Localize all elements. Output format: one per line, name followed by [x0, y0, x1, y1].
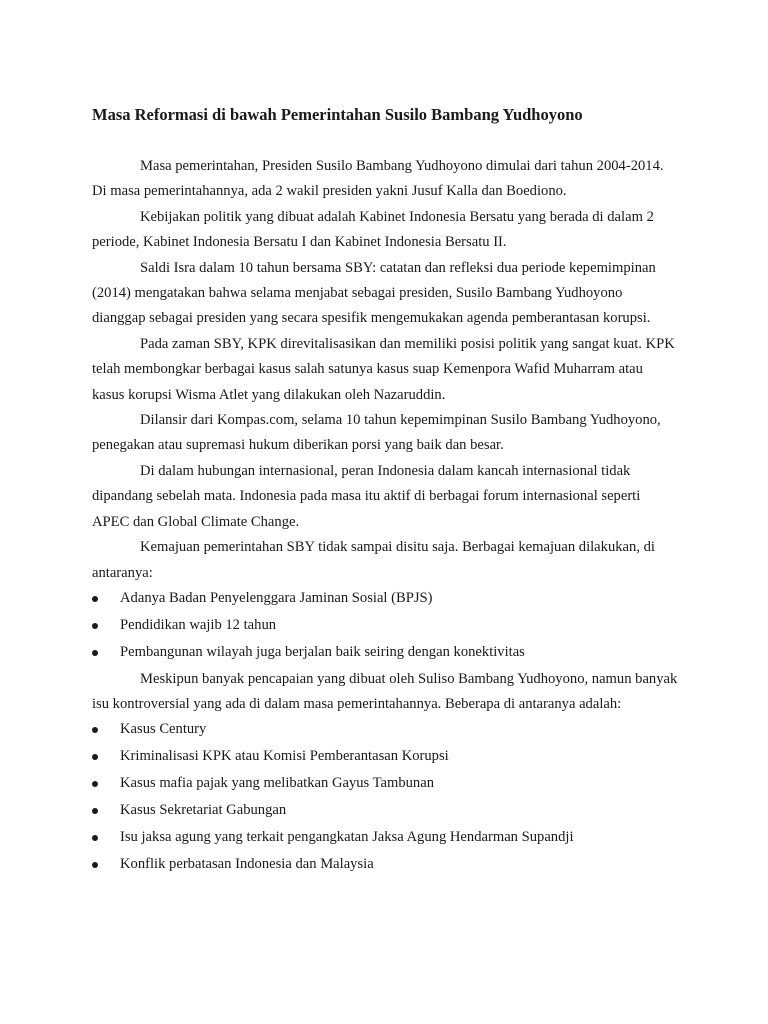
paragraph-controversies-intro: Meskipun banyak pencapaian yang dibuat oleh Suliso Bambang Yudhoyono, namun banyak isu kontroversial yang ada di dalam masa pemerintahannya. Beberapa di antaranya adalah:: [92, 670, 678, 713]
paragraph-presidency-period: Masa pemerintahan, Presiden Susilo Bambang Yudhoyono dimulai dari tahun 2004-2014. Di masa pemerintahannya, ada 2 wakil presiden yakni Jusuf Kalla dan Boediono.: [92, 158, 664, 200]
paragraph-kpk: Pada zaman SBY, KPK direvitalisasikan dan memiliki posisi politik yang sangat kuat. KPK telah membongkar berbagai kasus salah satunya kasus suap Kemenpora Wafid Muharram atau kasus korupsi Wisma Atlet yang dilakukan oleh Nazaruddin.: [92, 335, 675, 403]
bullet-icon: [92, 727, 98, 733]
list-item: [92, 798, 678, 823]
list-item-text: Kasus Sekretariat Gabungan: [120, 802, 287, 819]
paragraph-law-enforcement: Dilansir dari Kompas.com, selama 10 tahun kepemimpinan Susilo Bambang Yudhoyono, penegakan atau supremasi hukum diberikan porsi yang baik dan besar.: [92, 412, 661, 454]
bullet-icon: [92, 754, 98, 760]
list-item-text: Konflik perbatasan Indonesia dan Malaysia: [120, 855, 374, 872]
list-item-text: Kasus Century: [120, 721, 207, 738]
controversies-list: [92, 717, 678, 877]
document-page: [92, 104, 678, 879]
list-item-text: Isu jaksa agung yang terkait pengangkatan Jaksa Agung Hendarman Supandji: [120, 829, 574, 846]
paragraph-achievements-intro: Kemajuan pemerintahan SBY tidak sampai disitu saja. Berbagai kemajuan dilakukan, di antaranya:: [92, 539, 655, 581]
list-item-text: Kasus mafia pajak yang melibatkan Gayus Tambunan: [120, 775, 435, 792]
list-item: [92, 640, 678, 665]
list-item: [92, 771, 678, 796]
list-item: [92, 613, 678, 638]
list-item: [92, 744, 678, 769]
bullet-icon: [92, 835, 98, 841]
list-item-text: Kriminalisasi KPK atau Komisi Pemberantasan Korupsi: [120, 748, 449, 765]
achievements-list: [92, 586, 678, 665]
bullet-icon: [92, 862, 98, 868]
list-item: [92, 852, 678, 877]
list-item: [92, 586, 678, 611]
paragraph-anti-corruption: Saldi Isra dalam 10 tahun bersama SBY: catatan dan refleksi dua periode kepemimpinan (2014) mengatakan bahwa selama menjabat sebagai presiden, Susilo Bambang Yudhoyono dianggap sebagai presiden yang secara spesifik mengemukakan agenda pemberantasan korupsi.: [92, 259, 656, 327]
list-item-text: Adanya Badan Penyelenggara Jaminan Sosial (BPJS): [120, 589, 433, 606]
bullet-icon: [92, 808, 98, 814]
list-item-text: Pendidikan wajib 12 tahun: [120, 616, 277, 633]
bullet-icon: [92, 623, 98, 629]
bullet-icon: [92, 596, 98, 602]
paragraph-international-relations: Di dalam hubungan internasional, peran Indonesia dalam kancah internasional tidak dipandang sebelah mata. Indonesia pada masa itu aktif di berbagai forum internasional seperti APEC dan Global Climate Change.: [92, 462, 641, 530]
document-title: Masa Reformasi di bawah Pemerintahan Susilo Bambang Yudhoyono: [92, 105, 583, 124]
paragraph-cabinet-policy: Kebijakan politik yang dibuat adalah Kabinet Indonesia Bersatu yang berada di dalam 2 periode, Kabinet Indonesia Bersatu I dan Kabinet Indonesia Bersatu II.: [92, 208, 654, 251]
list-item: [92, 717, 678, 742]
bullet-icon: [92, 781, 98, 787]
bullet-icon: [92, 650, 98, 656]
list-item-text: Pembangunan wilayah juga berjalan baik seiring dengan konektivitas: [120, 643, 525, 660]
list-item: [92, 825, 678, 850]
